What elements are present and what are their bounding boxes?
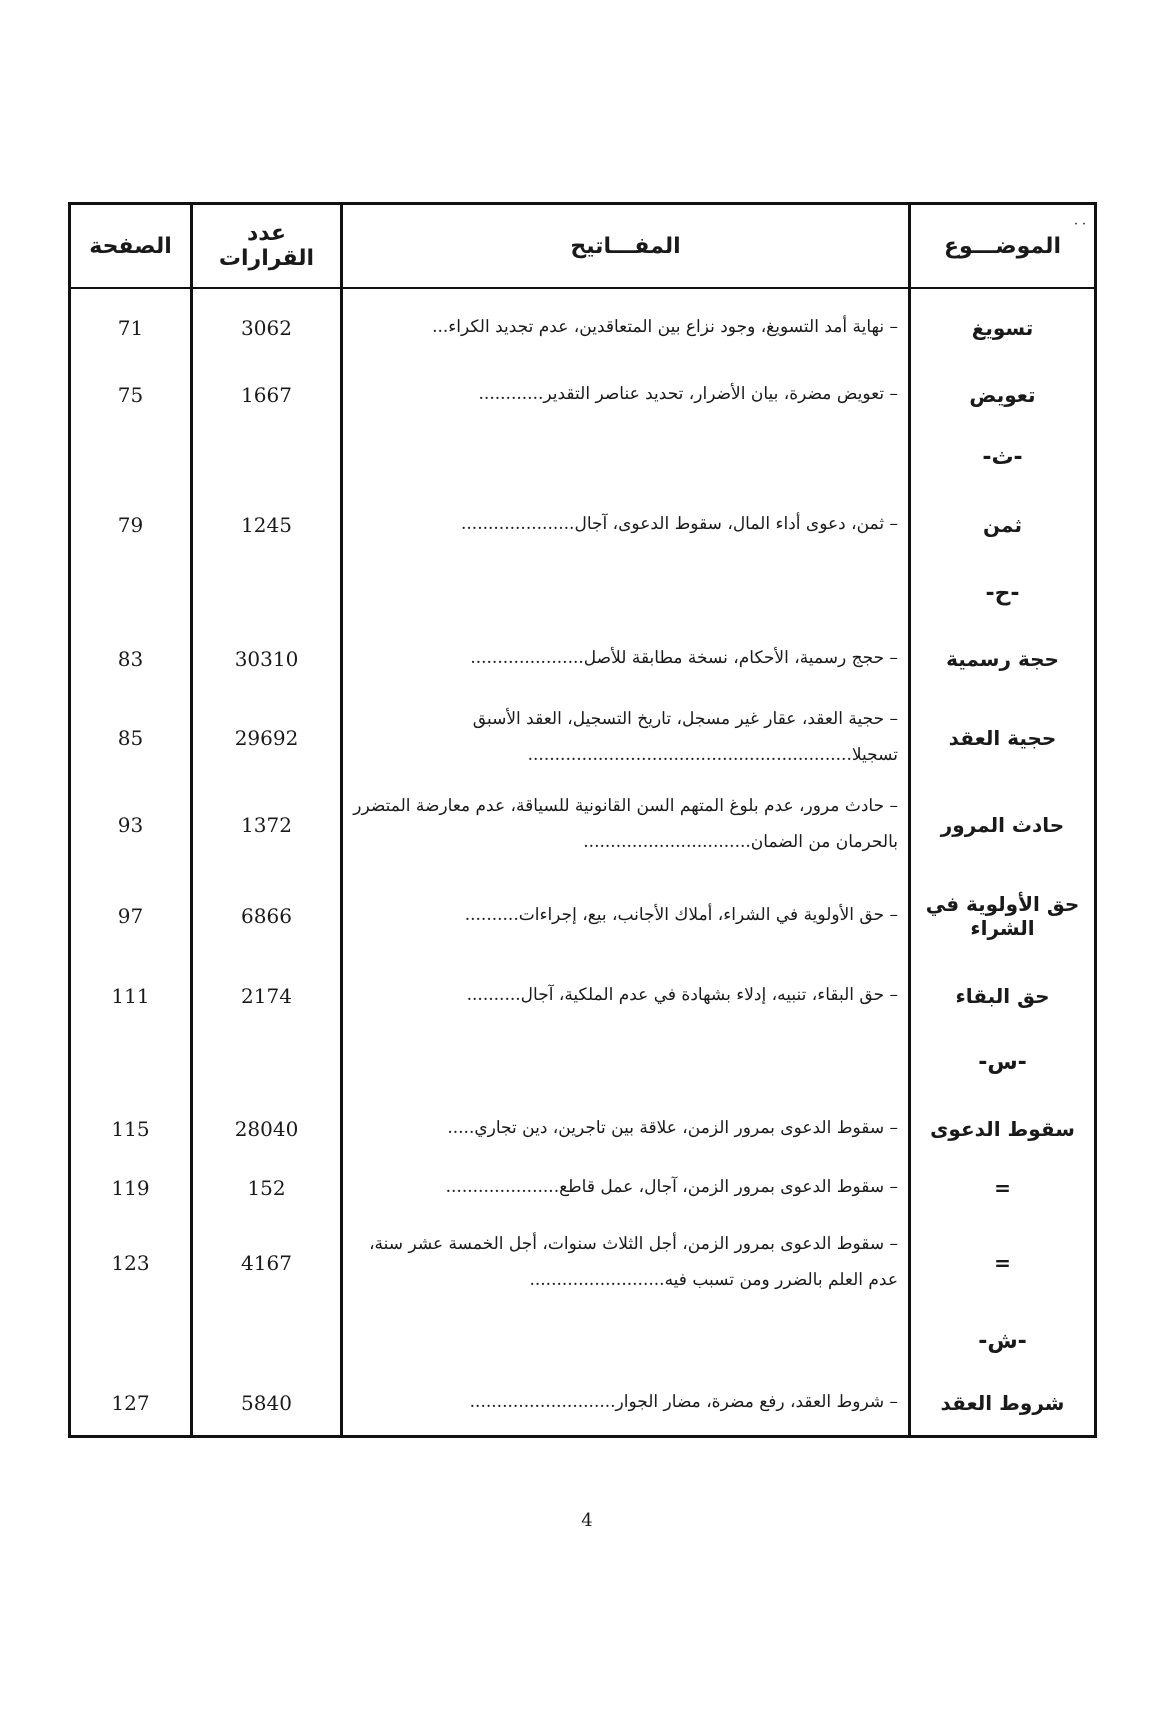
letter-section-row [70,424,1096,490]
keywords-cell: – حق الأولوية في الشراء، أملاك الأجانب، بيع، إجراءات.......... [342,866,910,966]
letter-section-row [70,560,1096,626]
subject-cell: -ح- [910,560,1096,626]
keywords-cell [342,560,910,626]
header-page: الصفحة [70,204,192,289]
keywords-cell: – سقوط الدعوى بمرور الزمن، آجال، عمل قاطع..................... [342,1160,910,1216]
page-cell: 123 [70,1216,192,1310]
page-cell: 119 [70,1160,192,1216]
decision-count-cell: 28040 [192,1098,342,1160]
decision-count-cell: 29692 [192,692,342,784]
decision-count-cell: 4167 [192,1216,342,1310]
decision-count-cell: 30310 [192,626,342,692]
decision-count-cell: 1245 [192,490,342,560]
subject-cell: حجية العقد [910,692,1096,784]
decision-count-cell: 2174 [192,966,342,1026]
page-cell: 75 [70,366,192,424]
page-cell: 83 [70,626,192,692]
page-cell: 127 [70,1372,192,1436]
page-cell [70,1026,192,1098]
keywords-cell: – حق البقاء، تنبيه، إدلاء بشهادة في عدم الملكية، آجال.......... [342,966,910,1026]
decision-count-cell [192,424,342,490]
table-row [70,626,1096,692]
decision-count-cell: 6866 [192,866,342,966]
decision-count-cell: 152 [192,1160,342,1216]
page-cell: 111 [70,966,192,1026]
keywords-cell: – سقوط الدعوى بمرور الزمن، أجل الثلاث سنوات، أجل الخمسة عشر سنة، عدم العلم بالضرر ومن تسبب فيه......................... [342,1216,910,1310]
header-count: عدد القرارات [192,204,342,289]
header-subject: الموضـــوع [910,204,1096,289]
subject-cell: = [910,1216,1096,1310]
table-row [70,866,1096,966]
subject-cell: حق البقاء [910,966,1096,1026]
subject-cell: -ث- [910,424,1096,490]
decision-count-cell [192,560,342,626]
keywords-cell [342,1310,910,1372]
page-number: 4 [581,1510,593,1531]
index-table [68,202,1097,1438]
corner-mark-decoration: ˙˙ [1072,220,1088,239]
letter-section-row [70,1026,1096,1098]
header-keywords: المفـــاتيح [342,204,910,289]
subject-cell: -ش- [910,1310,1096,1372]
page-cell: 71 [70,288,192,366]
keywords-cell: – شروط العقد، رفع مضرة، مضار الجوار........................... [342,1372,910,1436]
table-row [70,784,1096,866]
keywords-cell: – نهاية أمد التسويغ، وجود نزاع بين المتعاقدين، عدم تجديد الكراء... [342,288,910,366]
table-row [70,692,1096,784]
page-cell: 97 [70,866,192,966]
keywords-cell: – حجية العقد، عقار غير مسجل، تاريخ التسجيل، العقد الأسبق تسجيلا............................................................ [342,692,910,784]
table-row [70,1372,1096,1436]
table-row [70,490,1096,560]
page-cell: 79 [70,490,192,560]
keywords-cell: – حجج رسمية، الأحكام، نسخة مطابقة للأصل..................... [342,626,910,692]
letter-section-row [70,1310,1096,1372]
page-cell: 85 [70,692,192,784]
decision-count-cell [192,1310,342,1372]
decision-count-cell: 1372 [192,784,342,866]
table-row [70,966,1096,1026]
subject-cell: حادث المرور [910,784,1096,866]
subject-cell: شروط العقد [910,1372,1096,1436]
table-row [70,1160,1096,1216]
table-row [70,1098,1096,1160]
subject-cell: تسويغ [910,288,1096,366]
keywords-cell: – سقوط الدعوى بمرور الزمن، علاقة بين تاجرين، دين تجاري..... [342,1098,910,1160]
decision-count-cell: 5840 [192,1372,342,1436]
subject-cell: سقوط الدعوى [910,1098,1096,1160]
decision-count-cell: 3062 [192,288,342,366]
page-cell [70,1310,192,1372]
subject-cell: ثمن [910,490,1096,560]
table-header-row [70,204,1096,289]
page-cell [70,424,192,490]
decision-count-cell [192,1026,342,1098]
subject-cell: -س- [910,1026,1096,1098]
keywords-cell: – تعويض مضرة، بيان الأضرار، تحديد عناصر التقدير............ [342,366,910,424]
table-body [70,288,1096,1436]
page-cell: 93 [70,784,192,866]
page-cell: 115 [70,1098,192,1160]
table-row [70,1216,1096,1310]
keywords-cell [342,424,910,490]
keywords-cell: – ثمن، دعوى أداء المال، سقوط الدعوى، آجال..................... [342,490,910,560]
decision-count-cell: 1667 [192,366,342,424]
table-row [70,288,1096,366]
keywords-cell: – حادث مرور، عدم بلوغ المتهم السن القانونية للسياقة، عدم معارضة المتضرر بالحرمان من الضمان............................... [342,784,910,866]
subject-cell: حق الأولوية في الشراء [910,866,1096,966]
subject-cell: = [910,1160,1096,1216]
subject-cell: حجة رسمية [910,626,1096,692]
keywords-cell [342,1026,910,1098]
page-cell [70,560,192,626]
table-row [70,366,1096,424]
subject-cell: تعويض [910,366,1096,424]
